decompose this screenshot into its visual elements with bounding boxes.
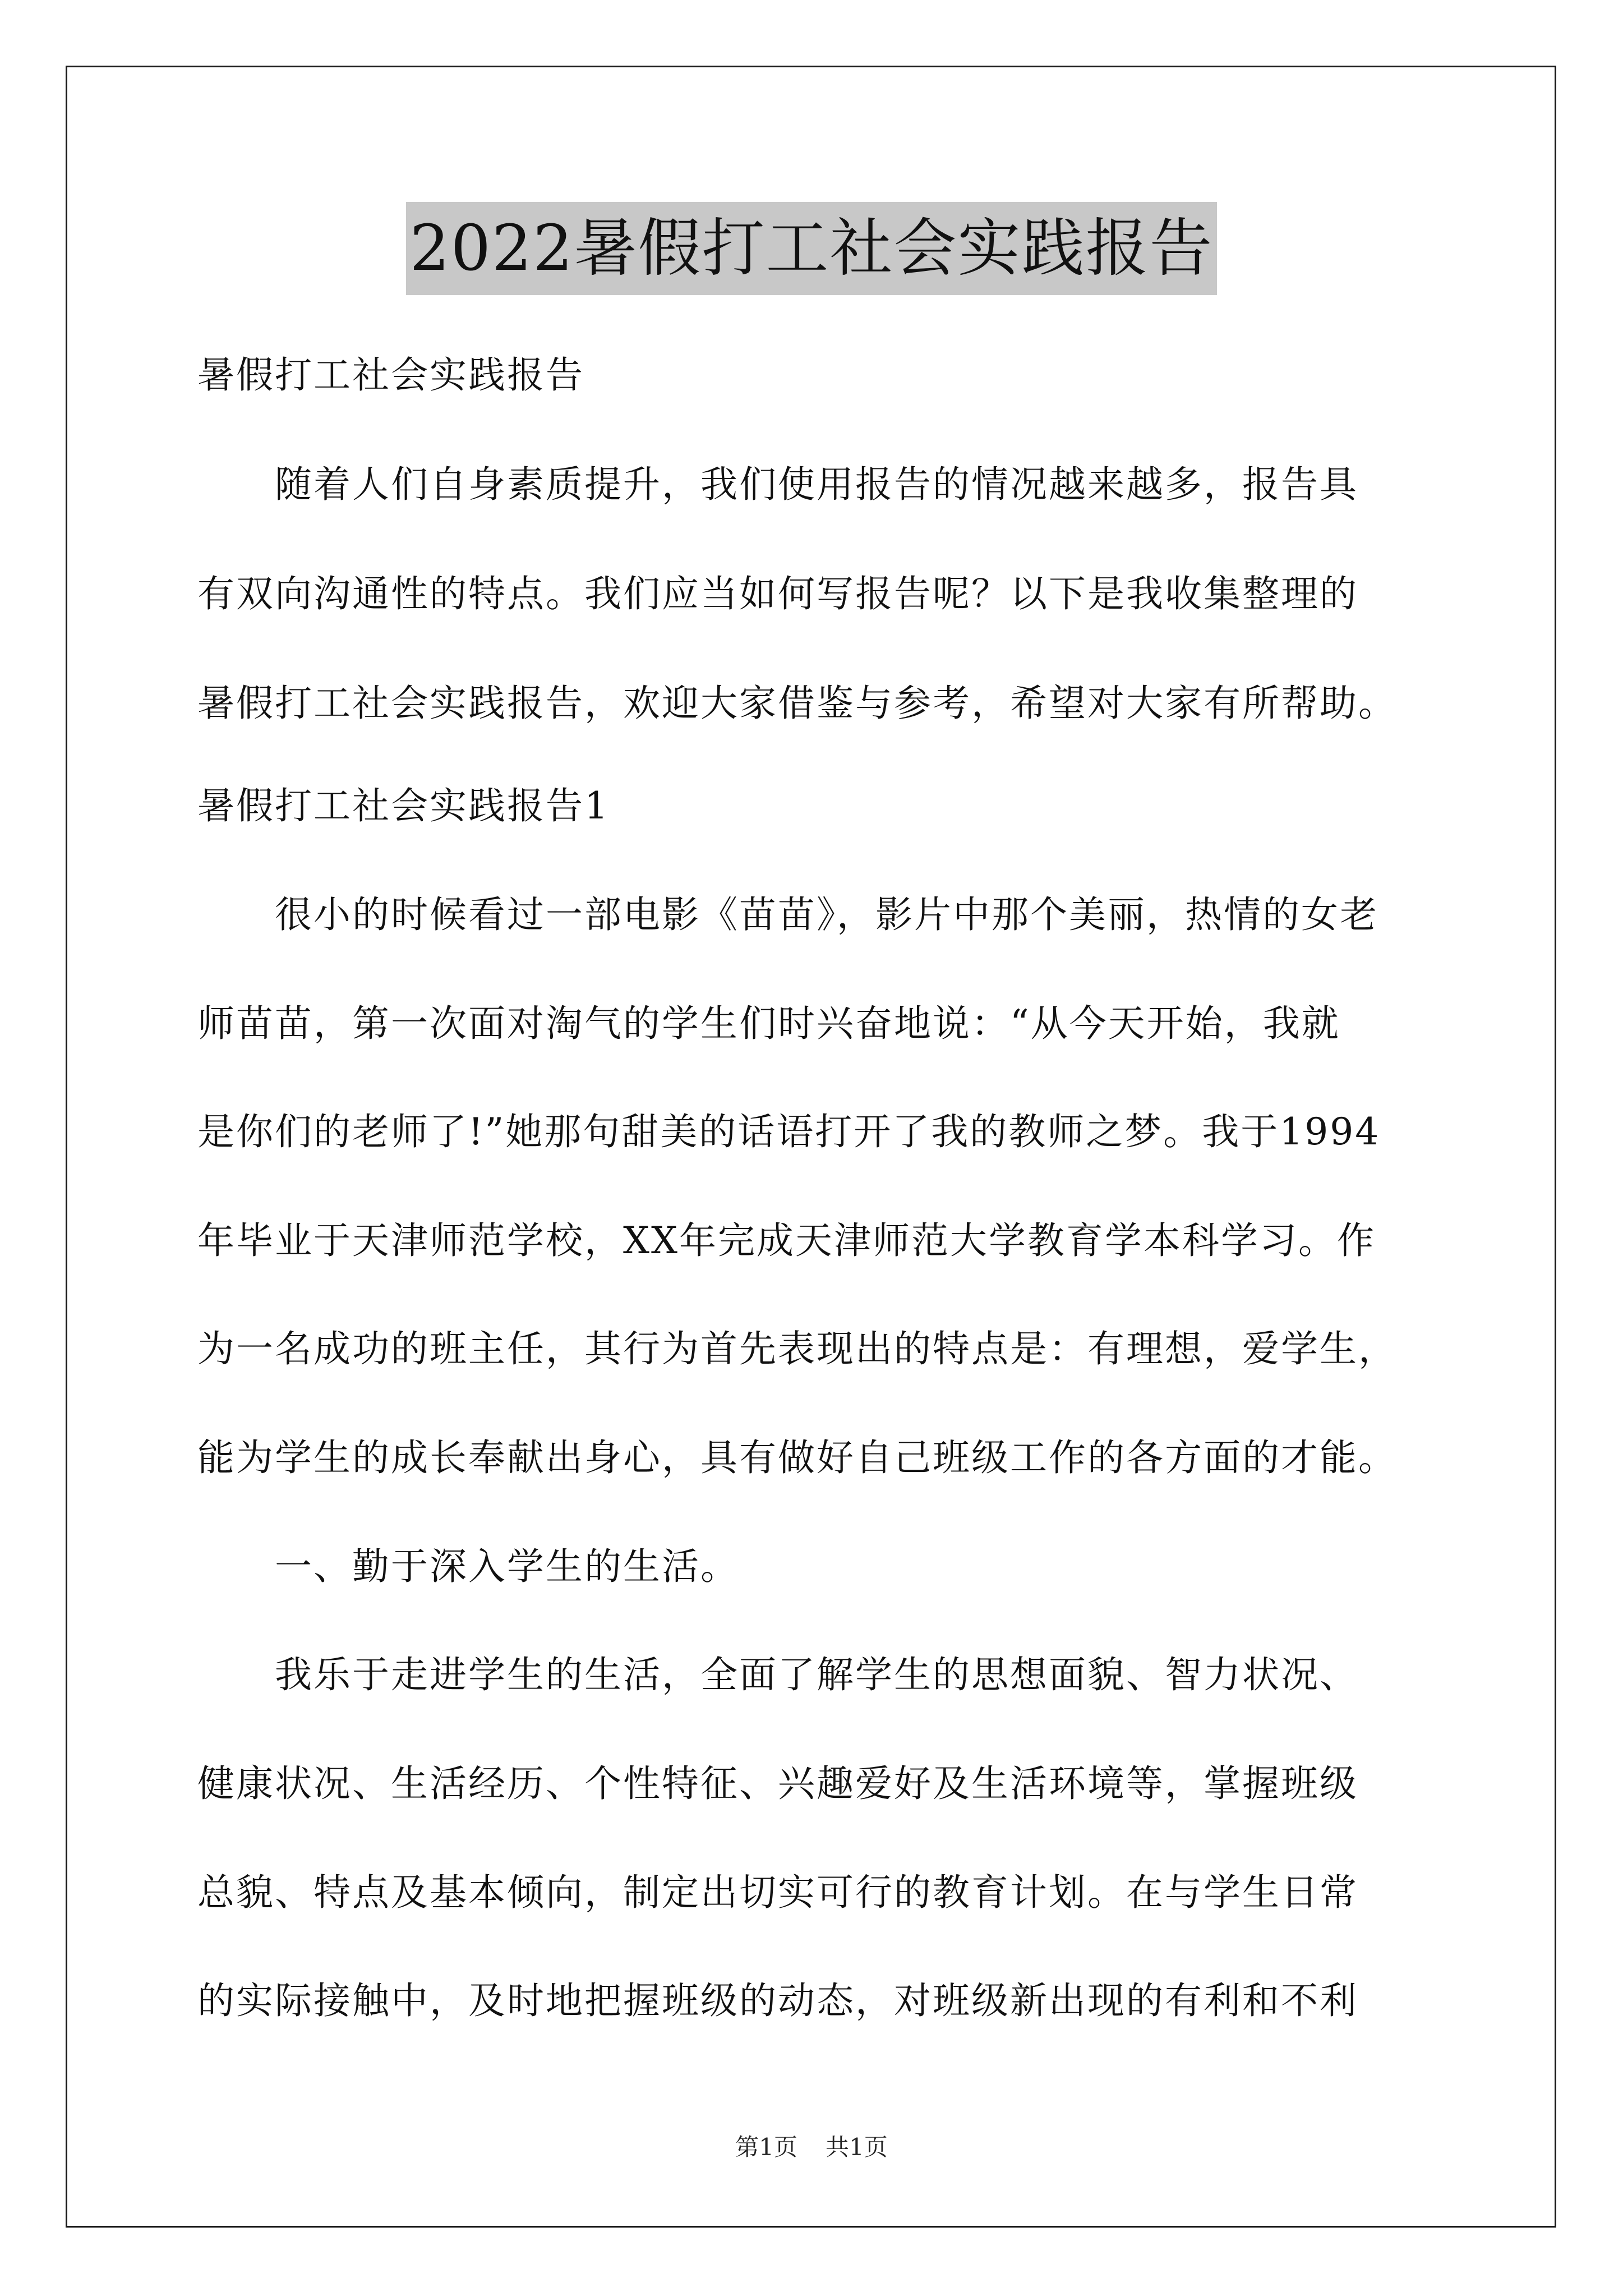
subsection-heading: 一、勤于深入学生的生活。: [197, 1545, 739, 1588]
document-title: 2022暑假打工社会实践报告: [406, 202, 1216, 295]
paragraph-line: 有双向沟通性的特点。我们应当如何写报告呢？以下是我收集整理的: [197, 572, 1358, 615]
paragraph-line: 总貌、特点及基本倾向，制定出切实可行的教育计划。在与学生日常: [197, 1871, 1358, 1914]
paragraph-line: 随着人们自身素质提升，我们使用报告的情况越来越多，报告具: [197, 463, 1358, 506]
paragraph-line: 健康状况、生活经历、个性特征、兴趣爱好及生活环境等，掌握班级: [197, 1762, 1358, 1805]
paragraph-line: 的实际接触中，及时地把握班级的动态，对班级新出现的有利和不利: [197, 1979, 1358, 2022]
paragraph-heading: 暑假打工社会实践报告: [197, 353, 584, 397]
title-container: [0, 202, 1623, 295]
paragraph-line: 是你们的老师了!”她那句甜美的话语打开了我的教师之梦。我于1994: [197, 1110, 1381, 1153]
page-number-current: 第1页: [735, 2133, 797, 2161]
paragraph-line: 年毕业于天津师范学校，XX年完成天津师范大学教育学本科学习。作: [197, 1219, 1376, 1262]
paragraph-line: 暑假打工社会实践报告，欢迎大家借鉴与参考，希望对大家有所帮助。: [197, 682, 1397, 725]
paragraph-line: 为一名成功的班主任，其行为首先表现出的特点是：有理想，爱学生，: [197, 1327, 1397, 1370]
paragraph-line: 我乐于走进学生的生活，全面了解学生的思想面貌、智力状况、: [197, 1653, 1358, 1696]
paragraph-line: 很小的时候看过一部电影《苗苗》，影片中那个美丽，热情的女老: [197, 893, 1378, 936]
paragraph-line: 能为学生的成长奉献出身心，具有做好自己班级工作的各方面的才能。: [197, 1436, 1397, 1479]
section-heading: 暑假打工社会实践报告1: [197, 784, 610, 827]
paragraph-line: 师苗苗，第一次面对淘气的学生们时兴奋地说：“从今天开始，我就: [197, 1002, 1340, 1045]
page-number-total: 共1页: [826, 2133, 888, 2161]
page-footer: [0, 2131, 1623, 2164]
